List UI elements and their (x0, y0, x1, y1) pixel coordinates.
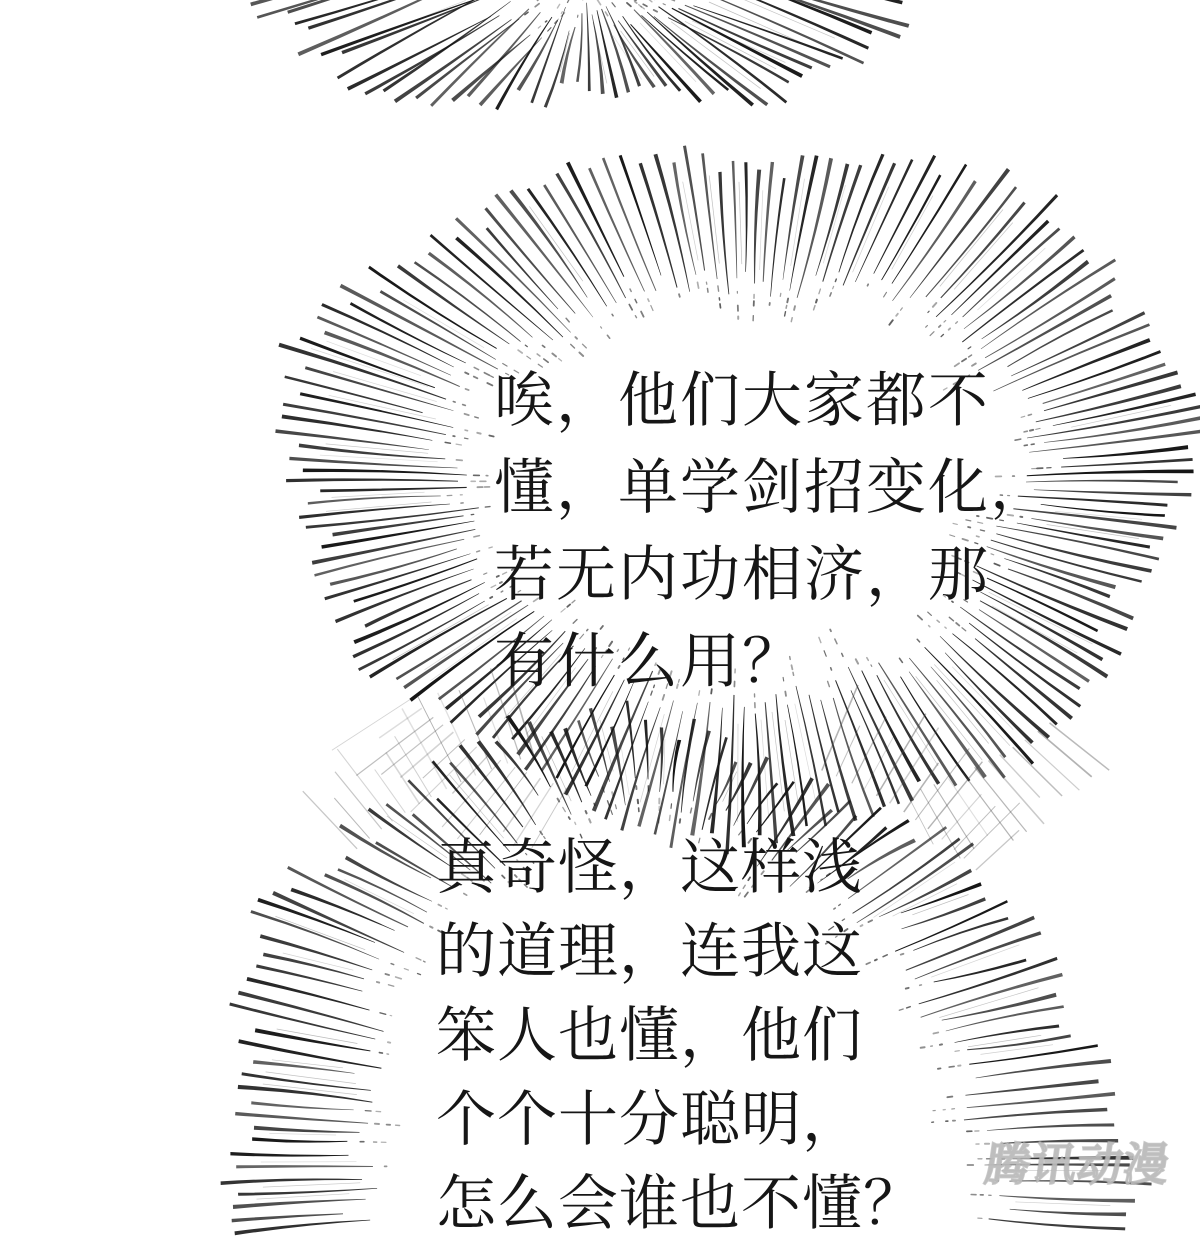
speech-line: 真奇怪，这样浅 (436, 826, 924, 910)
speech-bubble-bottom-text (436, 826, 924, 1246)
top-burst (215, 0, 939, 110)
speech-line: 有什么用？ (494, 619, 1052, 706)
speech-line: 懂，单学剑招变化， (494, 445, 1052, 532)
speech-line: 怎么会谁也不懂？ (436, 1162, 924, 1246)
speech-bubble-middle-text (494, 358, 1052, 706)
speech-line: 笨人也懂，他们 (436, 994, 924, 1078)
watermark-tencent-comics: 腾讯动漫 (981, 1128, 1174, 1193)
speech-line: 的道理，连我这 (436, 910, 924, 994)
speech-line: 若无内功相济，那 (494, 532, 1052, 619)
speech-line: 唉，他们大家都不 (494, 358, 1052, 445)
speech-line: 个个十分聪明， (436, 1078, 924, 1162)
